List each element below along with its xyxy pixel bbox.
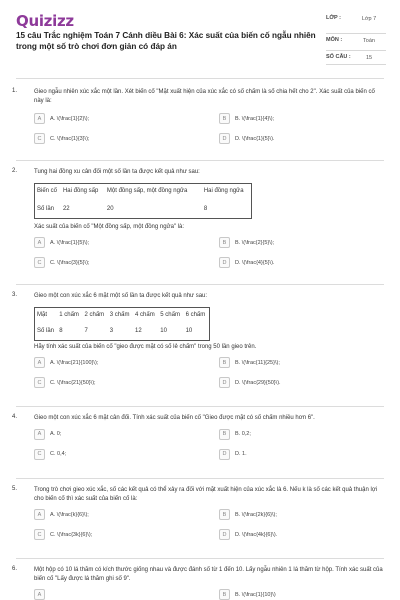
divider [16,78,384,79]
divider [16,478,384,479]
option-d[interactable] [219,257,274,268]
option-c[interactable] [34,133,89,144]
table-cell: Một đồng sấp, một đồng ngửa [106,187,188,194]
page-title: 15 câu Trắc nghiệm Toán 7 Cánh diều Bài 6: Xác suất của biến cố ngẫu nhiên trong một số trò chơi đơn giản có đáp án [16,31,316,51]
option-list [34,423,384,467]
option-text: D. \(\frac{1}{5}\). [235,135,275,142]
meta-key: SỐ CÂU : [326,54,351,60]
option-text: D. \(\frac{4k}{6}\). [235,531,278,538]
table-cell: Mặt [37,311,48,318]
option-letter: C [34,377,45,388]
option-letter: C [34,133,45,144]
table-cell: 1 chấm [59,311,79,318]
table-cell: Hai đồng sấp [62,187,99,194]
option-b[interactable] [219,357,280,368]
table-cell: Biến cố [37,187,58,194]
meta-value: 15 [365,55,373,61]
option-d[interactable] [219,529,277,540]
table-cell: 4 chấm [135,311,155,318]
question-subtext: Xác suất của biến cố "Một đồng sấp, một đồng ngửa" là: [34,223,185,230]
option-letter: D [219,133,230,144]
option-text: B. \(\frac{1}{10}\) [235,591,276,598]
option-a[interactable] [34,113,89,124]
option-letter: A [34,589,45,600]
table-cell: Số lần [37,327,55,334]
table-cell: 7 [84,327,88,334]
option-d[interactable] [219,449,247,460]
meta-value: Lớp 7 [361,16,377,22]
option-list [34,503,384,547]
divider [16,160,384,161]
question-number: 4. [12,414,18,420]
question-number: 3. [12,292,18,298]
option-letter: A [34,357,45,368]
option-text: C. \(\frac{1}{3}\); [50,135,90,142]
table-row [35,198,252,219]
question-subtext: Hãy tính xác suất của biến cố "gieo được mặt có số lẻ chấm" trong 50 lần gieo trên. [34,343,257,350]
table-cell: Hai đồng ngửa [203,187,244,194]
question-4 [12,414,384,467]
option-d[interactable] [219,133,274,144]
divider [16,558,384,559]
table-cell: 8 [203,205,208,212]
option-a[interactable] [34,509,89,520]
meta-row-class [326,12,386,34]
option-letter: C [34,529,45,540]
option-letter: A [34,509,45,520]
meta-key: MÔN : [326,37,343,43]
option-letter: C [34,257,45,268]
question-number: 2. [12,168,18,174]
table-cell: 10 [160,327,167,334]
option-text: D. \(\frac{4}{5}\). [235,259,275,266]
option-text: B. \(\frac{11}{25}\); [235,359,280,366]
option-text: A. \(\frac{1}{2}\); [50,115,90,122]
option-text: B. \(\frac{2k}{6}\); [235,511,277,518]
option-c[interactable] [34,529,92,540]
option-letter: A [34,237,45,248]
option-letter: C [34,449,45,460]
question-text: Trong trò chơi gieo xúc xắc, số các kết quả có thể xảy ra đối với mặt xuất hiện của xúc xắc là 6. Nếu k là số các kết quả thuận lợi cho biến cố thì xác suất của biến cố là: [34,487,378,502]
question-number: 6. [12,566,18,572]
option-letter: D [219,257,230,268]
option-text: C. \(\frac{21}{50}\); [50,379,96,386]
option-text: D. 1. [235,451,247,457]
option-text: D. \(\frac{29}{50}\). [235,379,281,386]
option-letter: B [219,429,230,440]
option-text: A. 0; [50,431,62,437]
option-letter: B [219,589,230,600]
option-text: A. \(\frac{1}{5}\); [50,239,90,246]
table-cell: 12 [135,327,142,334]
quizizz-logo: Quizizz [16,12,74,30]
option-c[interactable] [34,449,66,460]
option-letter: B [219,357,230,368]
option-b[interactable] [219,589,276,600]
option-letter: B [219,113,230,124]
option-list [34,105,384,155]
option-letter: D [219,529,230,540]
table-cell: Số lần [37,205,55,212]
question-text: Tung hai đồng xu cân đối một số lần ta được kết quả như sau: [34,169,200,175]
option-list [34,231,384,277]
table-cell: 5 chấm [160,311,180,318]
option-text: C. \(\frac{3k}{6}\); [50,531,93,538]
option-a[interactable] [34,237,89,248]
question-6 [12,566,384,600]
table-row [35,322,210,341]
option-text: B. 0,2; [235,431,251,437]
option-text: B. \(\frac{1}{4}\); [235,115,275,122]
option-a[interactable] [34,589,50,600]
option-text: A. \(\frac{21}{100}\); [50,359,99,366]
divider [16,406,384,407]
question-text: Một hộp có 10 lá thăm có kích thước giống nhau và được đánh số từ 1 đến 10. Lấy ngẫu nhiên 1 lá thăm từ hộp. Tính xác suất của biến cố "Lấy được lá thăm ghi số 9". [34,567,383,582]
option-text: B. \(\frac{2}{5}\); [235,239,275,246]
question-text: Gieo một con xúc xắc 6 mặt cân đối. Tính xác suất của biến cố "Gieo được mặt có số chấm nhiều hơn 6". [34,415,315,421]
table-cell: 22 [62,205,70,212]
data-table [34,183,252,219]
meta-row-count [326,51,386,65]
data-table [34,307,210,341]
option-b[interactable] [219,237,274,248]
meta-panel [326,12,386,65]
meta-value: Toán [363,38,375,44]
table-cell: 6 chấm [185,311,206,318]
question-2 [12,168,384,277]
table-cell: 3 [109,327,114,334]
option-d[interactable] [219,377,281,388]
option-c[interactable] [34,257,89,268]
question-number: 5. [12,486,18,492]
question-3 [12,292,384,397]
table-cell: 20 [106,205,114,212]
option-list [34,583,384,600]
question-1 [12,88,384,155]
table-cell: 10 [185,327,193,334]
meta-key: LỚP : [326,15,341,21]
option-letter: D [219,377,230,388]
option-c[interactable] [34,377,96,388]
meta-row-subject [326,34,386,51]
option-letter: B [219,237,230,248]
table-row [35,183,252,198]
option-b[interactable] [219,509,277,520]
option-letter: D [219,449,230,460]
divider [16,284,384,285]
option-text: C. 0,4; [50,451,67,457]
table-cell: 8 [59,327,63,334]
table-cell: 2 chấm [84,311,105,318]
option-list [34,351,384,397]
option-a[interactable] [34,357,98,368]
table-row [35,307,210,322]
question-5 [12,486,384,547]
option-letter: A [34,429,45,440]
option-a[interactable] [34,429,61,440]
option-letter: A [34,113,45,124]
option-text: C. \(\frac{3}{5}\); [50,259,90,266]
option-text: A. \(\frac{k}{6}\); [50,511,89,518]
option-b[interactable] [219,113,274,124]
table-cell: 3 chấm [109,311,130,318]
option-b[interactable] [219,429,251,440]
question-text: Gieo một con xúc xắc 6 mặt một số lần ta được kết quả như sau: [34,293,208,299]
question-number: 1. [12,88,18,94]
question-text: Gieo ngẫu nhiên xúc xắc một lần. Xét biến cố "Mặt xuất hiện của xúc xắc có số chấm là số chia hết cho 2". Xác suất của biến cố này là: [34,89,375,104]
option-letter: B [219,509,230,520]
